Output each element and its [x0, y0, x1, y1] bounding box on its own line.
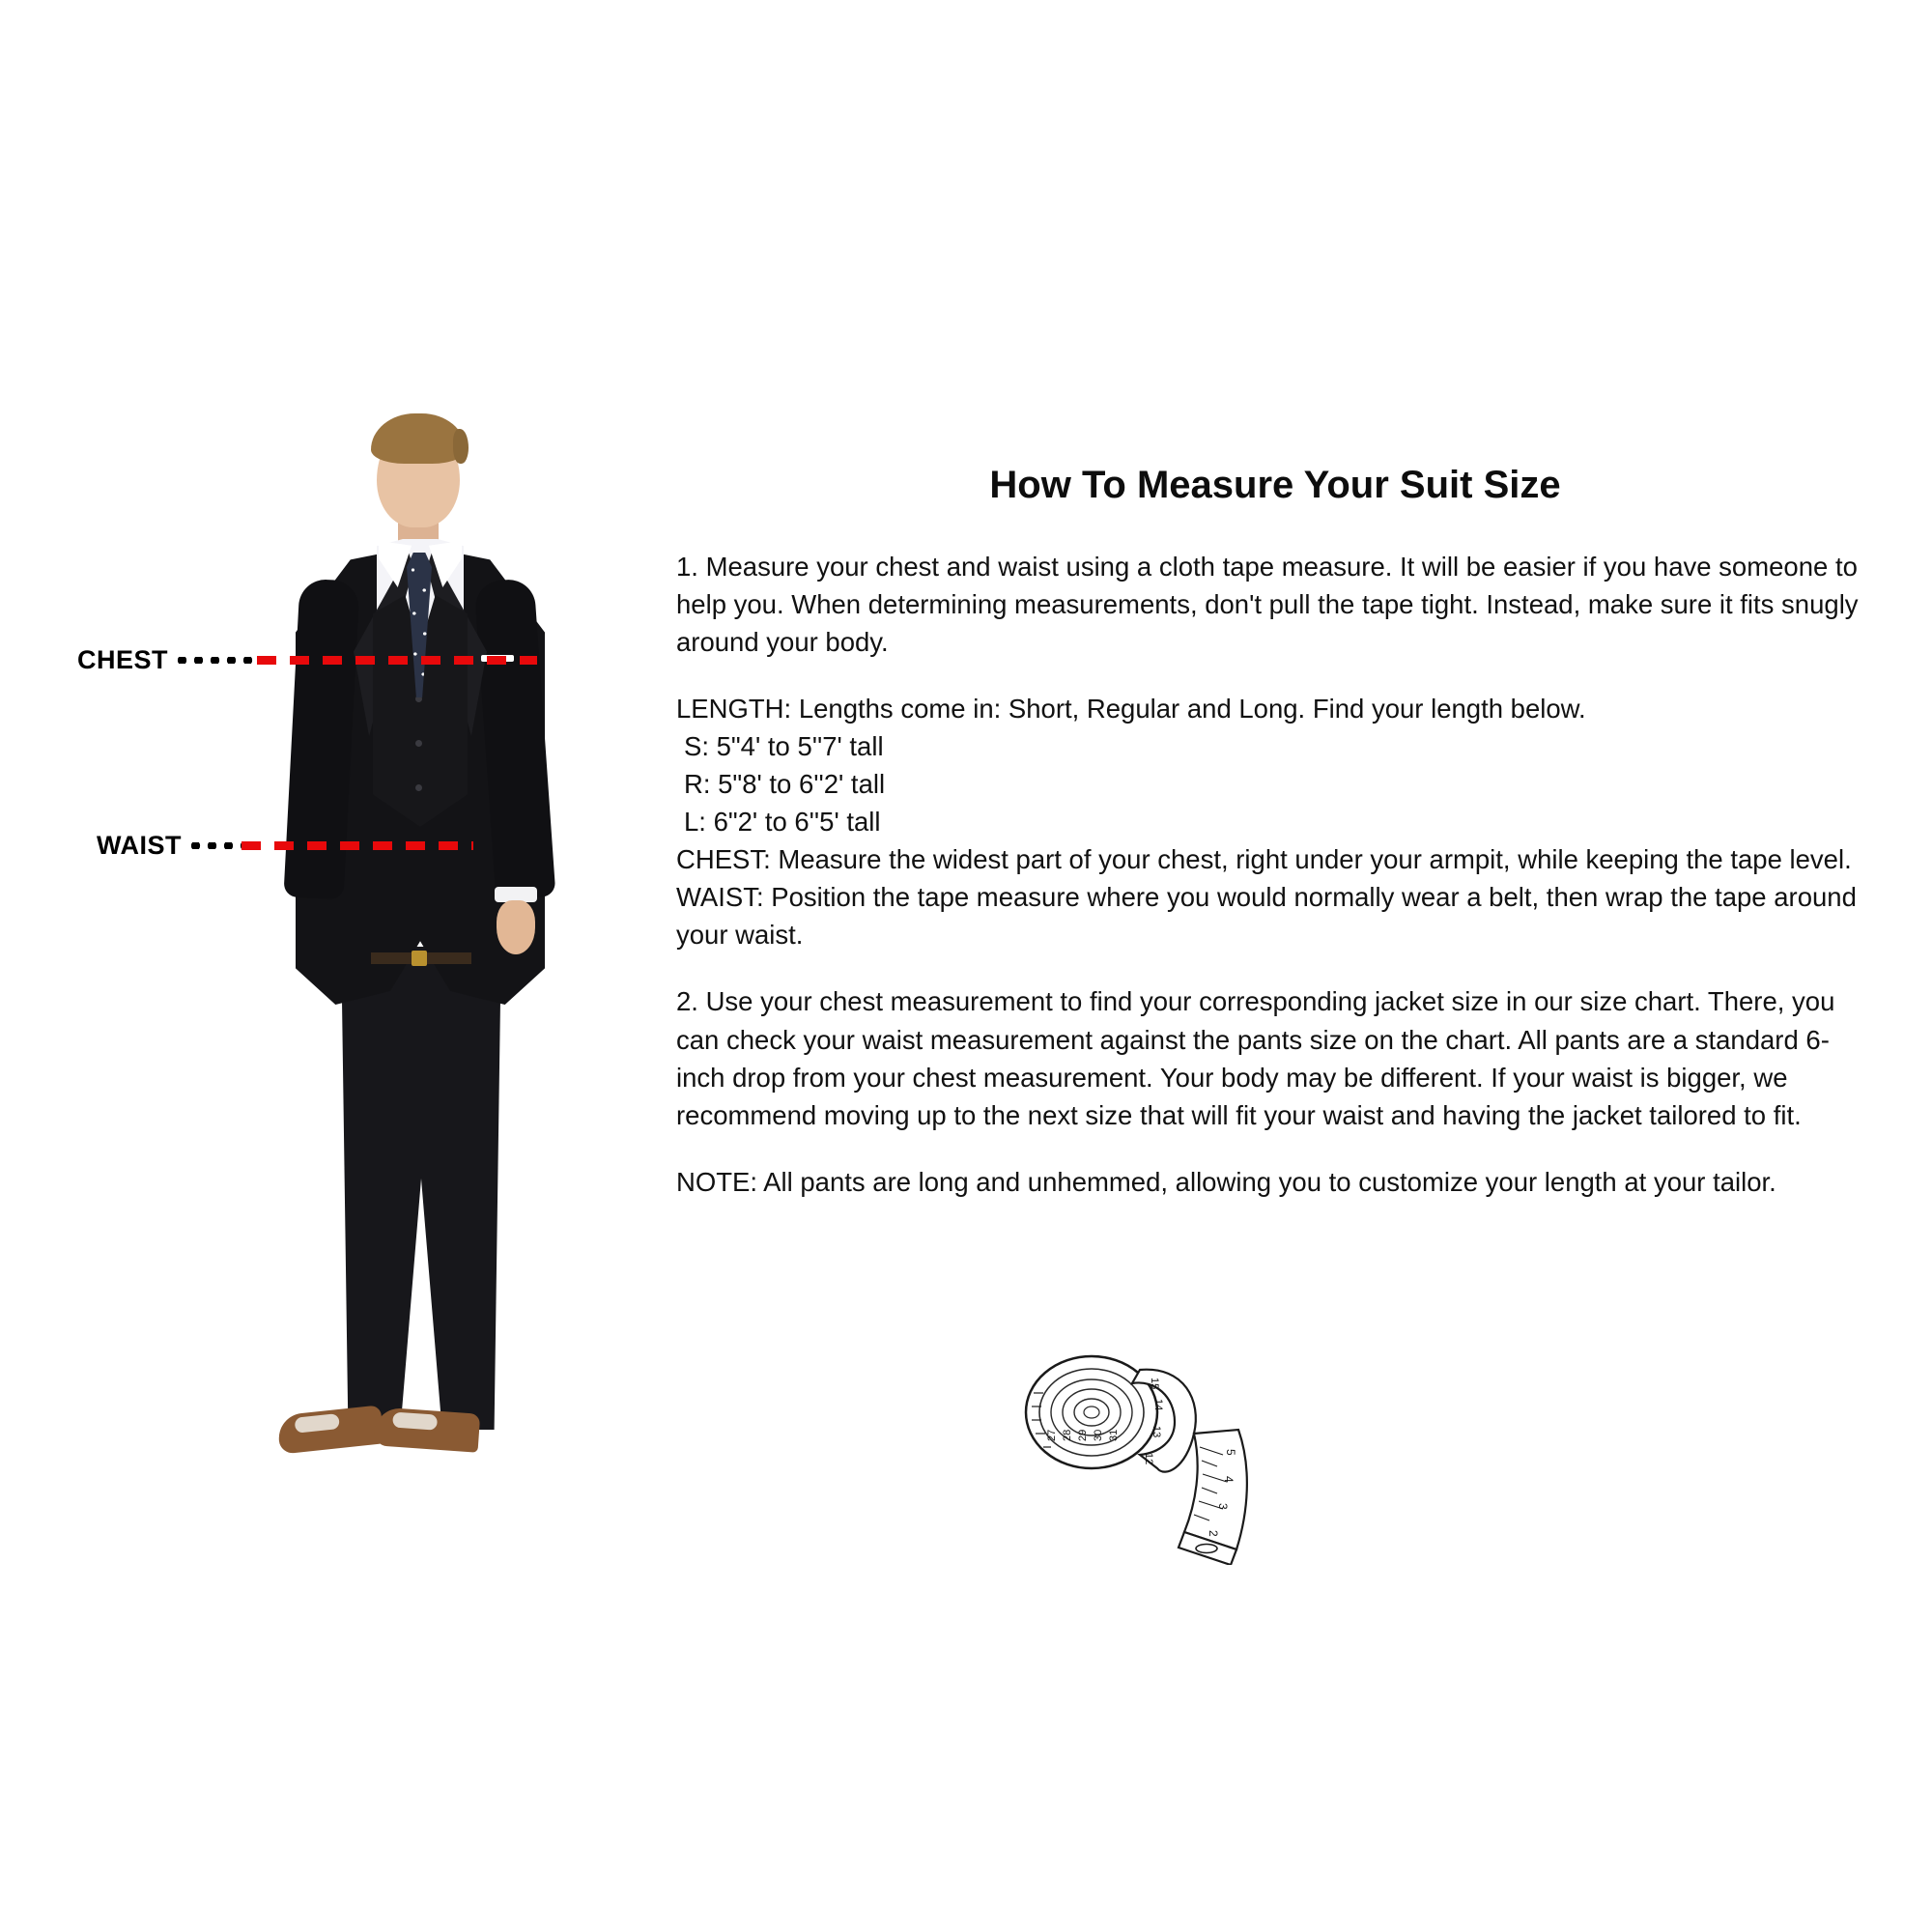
- instructions-panel: [676, 464, 1874, 1230]
- svg-text:30: 30: [1093, 1429, 1104, 1441]
- model-belt: [371, 952, 471, 964]
- waist-measurement-callout: [97, 831, 473, 861]
- svg-text:13: 13: [1151, 1426, 1162, 1438]
- vest-button: [415, 740, 422, 747]
- model-hand: [497, 900, 535, 954]
- step-1-paragraph: 1. Measure your chest and waist using a cloth tape measure. It will be easier if you have someone to help you. When determining measurements, don't pull the tape tight. Instead, make sure it fits snugly around your body.: [676, 552, 1859, 658]
- svg-text:2: 2: [1207, 1530, 1220, 1537]
- suit-model-illustration: [242, 406, 589, 1565]
- svg-text:29: 29: [1077, 1429, 1089, 1441]
- svg-text:15: 15: [1149, 1378, 1160, 1390]
- length-block: [676, 690, 1874, 840]
- chest-measure-line: [257, 656, 537, 665]
- length-regular: R: 5"8' to 6''2' tall: [684, 769, 886, 800]
- chest-leader-dots: [174, 657, 257, 664]
- svg-text:31: 31: [1108, 1429, 1120, 1441]
- svg-text:28: 28: [1062, 1429, 1073, 1441]
- chest-measurement-callout: [77, 645, 537, 675]
- length-long: L: 6"2' to 6''5' tall: [684, 807, 881, 838]
- svg-text:3: 3: [1216, 1503, 1230, 1510]
- length-short: S: 5"4' to 5''7' tall: [684, 731, 884, 762]
- waist-label: WAIST: [97, 831, 182, 860]
- chest-label: CHEST: [77, 645, 169, 674]
- waist-definition: WAIST: Position the tape measure where you would normally wear a belt, then wrap the tape around your waist.: [676, 882, 1857, 951]
- note-paragraph: NOTE: All pants are long and unhemmed, allowing you to customize your length at your tailor.: [676, 1166, 1776, 1197]
- length-intro: LENGTH: Lengths come in: Short, Regular and Long. Find your length below.: [676, 694, 1586, 724]
- model-pants: [334, 947, 508, 1430]
- model-right-shoe: [374, 1406, 481, 1452]
- chest-definition: CHEST: Measure the widest part of your chest, right under your armpit, while keeping the tape level.: [676, 844, 1852, 875]
- svg-text:12: 12: [1143, 1453, 1154, 1465]
- tape-measure-svg: [995, 1333, 1343, 1565]
- step-2-paragraph: 2. Use your chest measurement to find your corresponding jacket size in our size chart. There, you can check your waist measurement against the pants size on the chart. All pants are a standard 6-inch drop from your chest measurement. Your body may be different. If your waist is bigger, we recommend moving up to the next size that will fit your waist and having the jacket tailored to fit.: [676, 986, 1835, 1130]
- svg-text:4: 4: [1222, 1476, 1236, 1483]
- waist-leader-dots: [187, 842, 242, 849]
- model-figure-panel: [58, 406, 676, 1565]
- model-hair: [371, 413, 466, 464]
- svg-text:27: 27: [1046, 1429, 1058, 1441]
- vest-button: [415, 784, 422, 791]
- model-left-shoe: [276, 1405, 384, 1454]
- page-title: How To Measure Your Suit Size: [989, 464, 1561, 506]
- svg-text:5: 5: [1224, 1449, 1237, 1456]
- tape-measure-illustration: [995, 1333, 1343, 1565]
- waist-measure-line: [242, 841, 473, 850]
- svg-text:14: 14: [1152, 1399, 1164, 1411]
